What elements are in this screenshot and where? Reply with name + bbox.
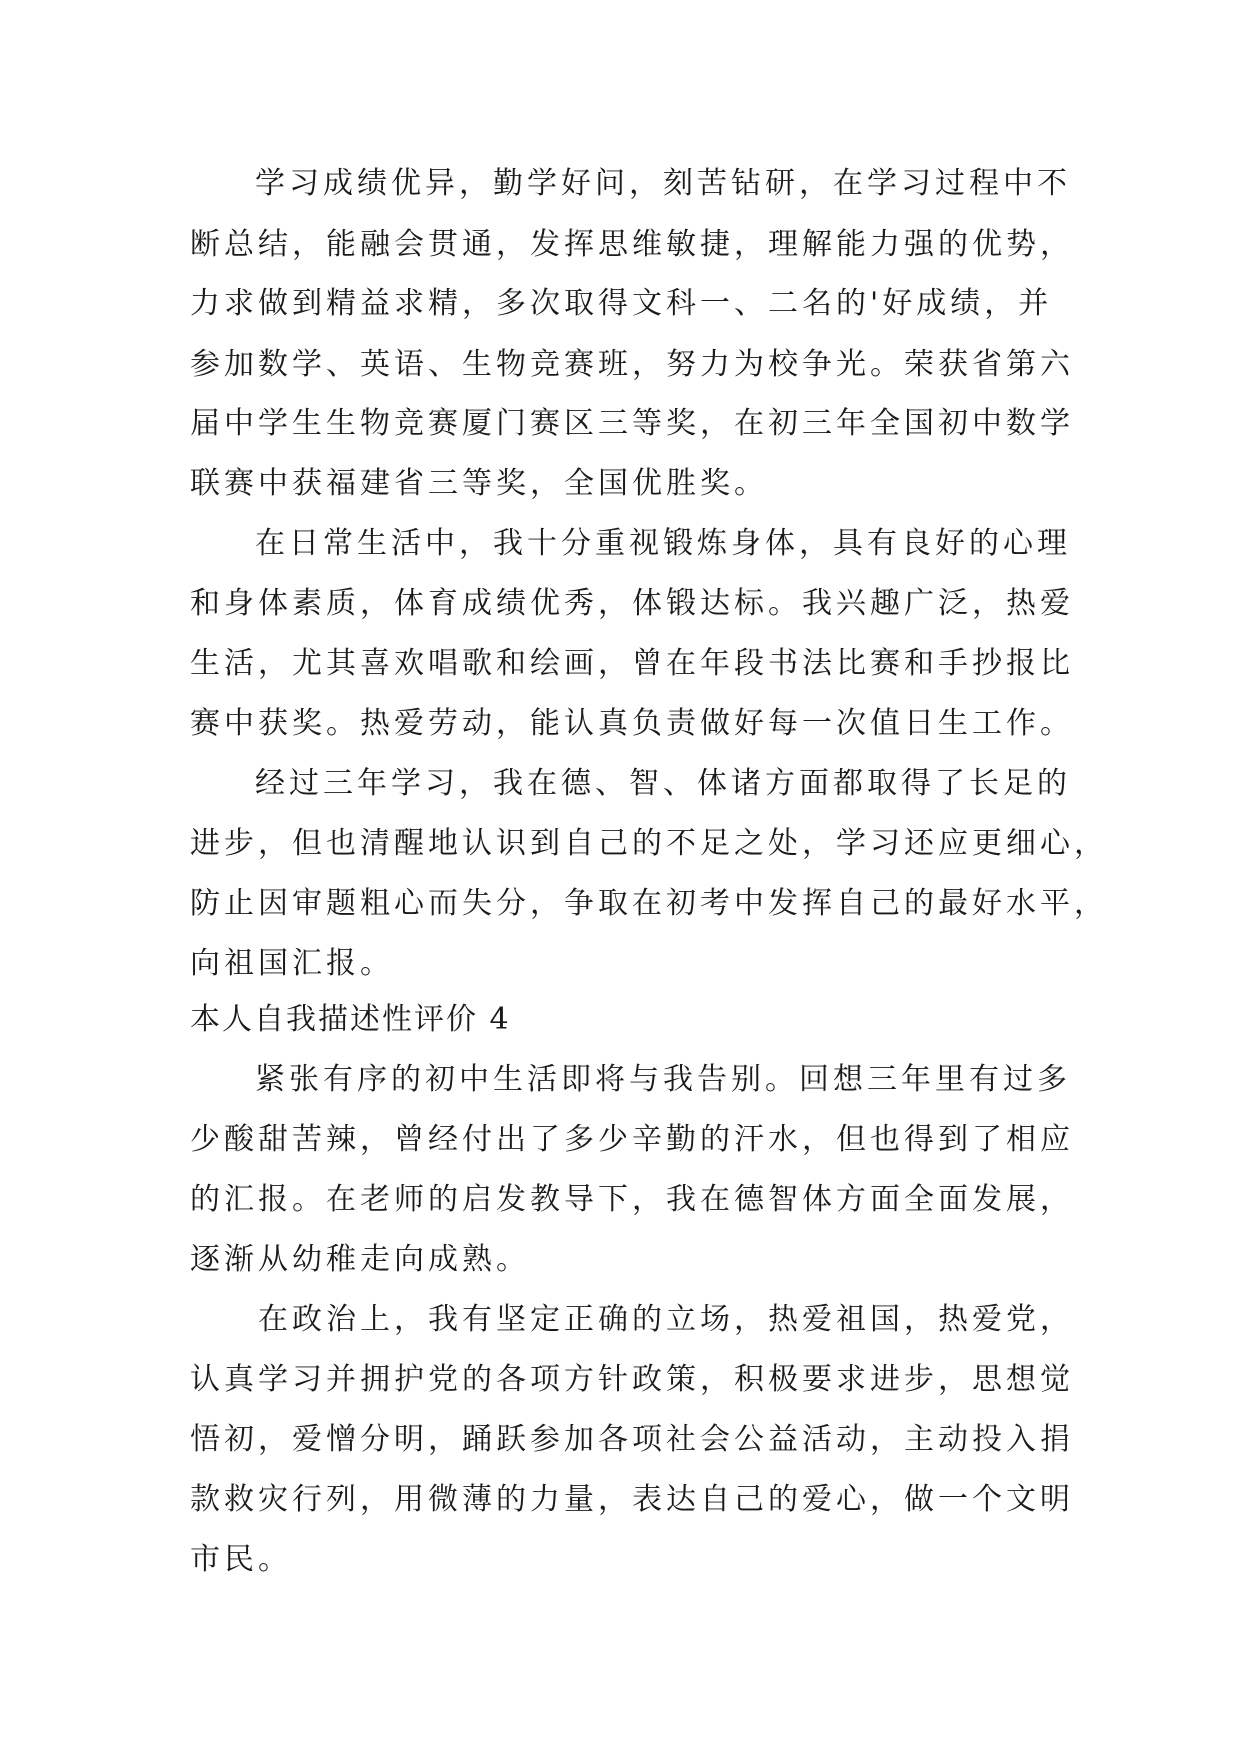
paragraph-1-line-6: 联赛中获福建省三等奖，全国优胜奖。: [190, 466, 768, 501]
paragraph-5-line-2: 认真学习并拥护党的各项方针政策，积极要求进步，思想觉: [190, 1362, 1074, 1397]
paragraph-3-line-4: 向祖国汇报。: [190, 946, 394, 981]
paragraph-1-line-5: 届中学生生物竞赛厦门赛区三等奖，在初三年全国初中数学: [190, 406, 1074, 441]
paragraph-1-line-3: 力求做到精益求精，多次取得文科一、二名的'好成绩，并: [190, 286, 1053, 321]
paragraph-2-line-3: 生活，尤其喜欢唱歌和绘画，曾在年段书法比赛和手抄报比: [190, 646, 1074, 681]
paragraph-4-line-2: 少酸甜苦辣，曾经付出了多少辛勤的汗水，但也得到了相应: [190, 1122, 1074, 1157]
paragraph-1-line-4: 参加数学、英语、生物竞赛班，努力为校争光。荣获省第六: [190, 347, 1074, 382]
paragraph-2-line-1: 在日常生活中，我十分重视锻炼身体，具有良好的心理: [255, 526, 1071, 561]
paragraph-5-line-4: 款救灾行列，用微薄的力量，表达自己的爱心，做一个文明: [190, 1482, 1074, 1517]
paragraph-2-line-2: 和身体素质，体育成绩优秀，体锻达标。我兴趣广泛，热爱: [190, 586, 1074, 621]
paragraph-1-line-2: 断总结，能融会贯通，发挥思维敏捷，理解能力强的优势，: [190, 227, 1074, 262]
paragraph-3-line-2: 进步，但也清醒地认识到自己的不足之处，学习还应更细心，: [190, 826, 1108, 861]
paragraph-1-line-1: 学习成绩优异，勤学好问，刻苦钻研，在学习过程中不: [255, 166, 1071, 201]
paragraph-5-line-1: 在政治上，我有坚定正确的立场，热爱祖国，热爱党，: [258, 1302, 1074, 1337]
paragraph-4-line-3: 的汇报。在老师的启发教导下，我在德智体方面全面发展，: [190, 1182, 1074, 1217]
paragraph-5-line-3: 悟初，爱憎分明，踊跃参加各项社会公益活动，主动投入捐: [190, 1422, 1074, 1457]
paragraph-4-line-1: 紧张有序的初中生活即将与我告别。回想三年里有过多: [255, 1062, 1071, 1097]
section-heading: 本人自我描述性评价 4: [190, 1002, 511, 1037]
paragraph-3-line-1: 经过三年学习，我在德、智、体诸方面都取得了长足的: [255, 766, 1071, 801]
paragraph-5-line-5: 市民。: [190, 1542, 292, 1577]
paragraph-4-line-4: 逐渐从幼稚走向成熟。: [190, 1242, 530, 1277]
paragraph-2-line-4: 赛中获奖。热爱劳动，能认真负责做好每一次值日生工作。: [190, 706, 1074, 741]
paragraph-3-line-3: 防止因审题粗心而失分，争取在初考中发挥自己的最好水平，: [190, 886, 1108, 921]
